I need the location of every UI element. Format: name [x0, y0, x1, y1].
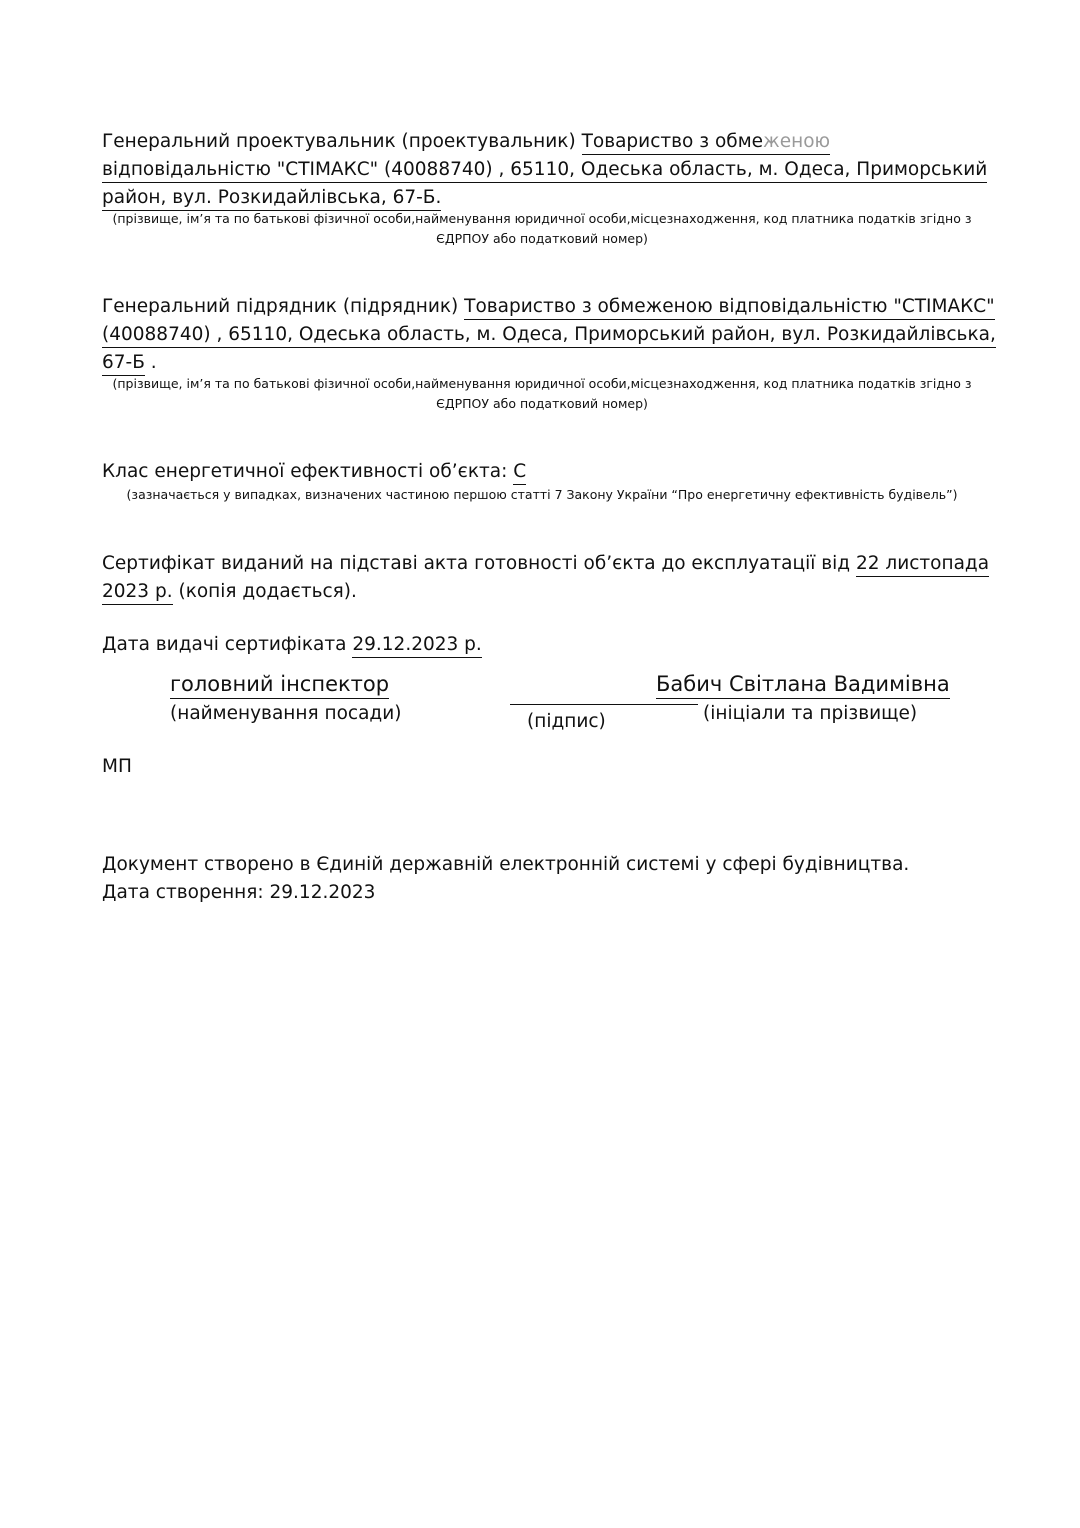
issue-date-section	[102, 631, 982, 659]
certificate-basis-date-part-2: 2023 р.	[102, 580, 173, 605]
contractor-caption-line-1: (прізвище, ім’я та по батькові фізичної особи,найменування юридичної особи,місцезнаходження, код платника податків згідно з	[112, 376, 972, 391]
signature-line	[510, 704, 698, 705]
designer-line-2	[102, 156, 988, 184]
contractor-caption	[102, 374, 982, 414]
footer-line-1: Документ створено в Єдиній державній електронній системі у сфері будівництва.	[102, 854, 910, 875]
issue-date-value: 29.12.2023 р.	[352, 633, 481, 658]
designer-label: Генеральний проектувальник (проектувальник)	[102, 131, 576, 152]
signature-caption: (підпис)	[527, 711, 606, 732]
certificate-basis-section	[102, 550, 990, 606]
certificate-basis-line-2	[102, 578, 982, 606]
designer-value-part-1: Товариство з обмеженою	[582, 130, 831, 155]
position-caption: (найменування посади)	[170, 703, 402, 724]
certificate-basis-line-1	[102, 550, 990, 578]
designer-value-part-2: відповідальністю "СТІМАКС" (40088740) , 65110, Одеська область, м. Одеса, Приморський	[102, 158, 987, 183]
energy-section	[102, 458, 982, 486]
energy-label: Клас енергетичної ефективності об’єкта:	[102, 461, 508, 482]
contractor-value-part-2: (40088740) , 65110, Одеська область, м. Одеса, Приморський район, вул. Розкидайлівська,	[102, 323, 996, 348]
inspector-position	[170, 670, 389, 699]
designer-line-3	[102, 184, 982, 212]
certificate-basis-tail: (копія додається).	[172, 581, 357, 602]
stamp-label: МП	[102, 756, 132, 777]
stamp-section	[102, 753, 982, 781]
designer-value-part-3: район, вул. Розкидайлівська, 67-Б.	[102, 186, 441, 211]
contractor-value-tail: .	[144, 352, 157, 373]
contractor-line-1	[102, 293, 995, 321]
issue-date-label: Дата видачі сертифіката	[102, 634, 347, 655]
designer-caption-line-1: (прізвище, ім’я та по батькові фізичної особи,найменування юридичної особи,місцезнаходження, код платника податків згідно з	[112, 211, 972, 226]
contractor-value-part-1: Товариство з обмеженою відповідальністю "СТІМАКС"	[464, 295, 995, 320]
inspector-name	[656, 670, 950, 699]
certificate-basis-date-part-1: 22 листопада	[856, 552, 989, 577]
designer-caption	[102, 209, 982, 249]
name-caption: (ініціали та прізвище)	[703, 703, 918, 724]
contractor-line-2	[102, 321, 996, 349]
inspector-position-text: головний інспектор	[170, 671, 389, 699]
certificate-basis-text: Сертифікат виданий на підставі акта готовності об’єкта до експлуатації від	[102, 553, 851, 574]
contractor-value-part-3: 67-Б	[102, 351, 145, 376]
inspector-name-text: Бабич Світлана Вадимівна	[656, 671, 950, 699]
contractor-section	[102, 293, 996, 377]
footer-section	[102, 851, 982, 907]
issue-date-line	[102, 631, 982, 659]
footer-line-2: Дата створення: 29.12.2023	[102, 882, 376, 903]
contractor-caption-line-2: ЄДРПОУ або податковий номер)	[436, 396, 648, 411]
contractor-line-3	[102, 349, 982, 377]
designer-section	[102, 128, 988, 212]
energy-caption: (зазначається у випадках, визначених частиною першою статті 7 Закону України “Про енергетичну ефективність будівель”)	[126, 487, 958, 502]
energy-line	[102, 458, 982, 486]
designer-caption-line-2: ЄДРПОУ або податковий номер)	[436, 231, 648, 246]
designer-line-1	[102, 128, 982, 156]
energy-value: С	[513, 460, 526, 485]
contractor-label: Генеральний підрядник (підрядник)	[102, 296, 459, 317]
